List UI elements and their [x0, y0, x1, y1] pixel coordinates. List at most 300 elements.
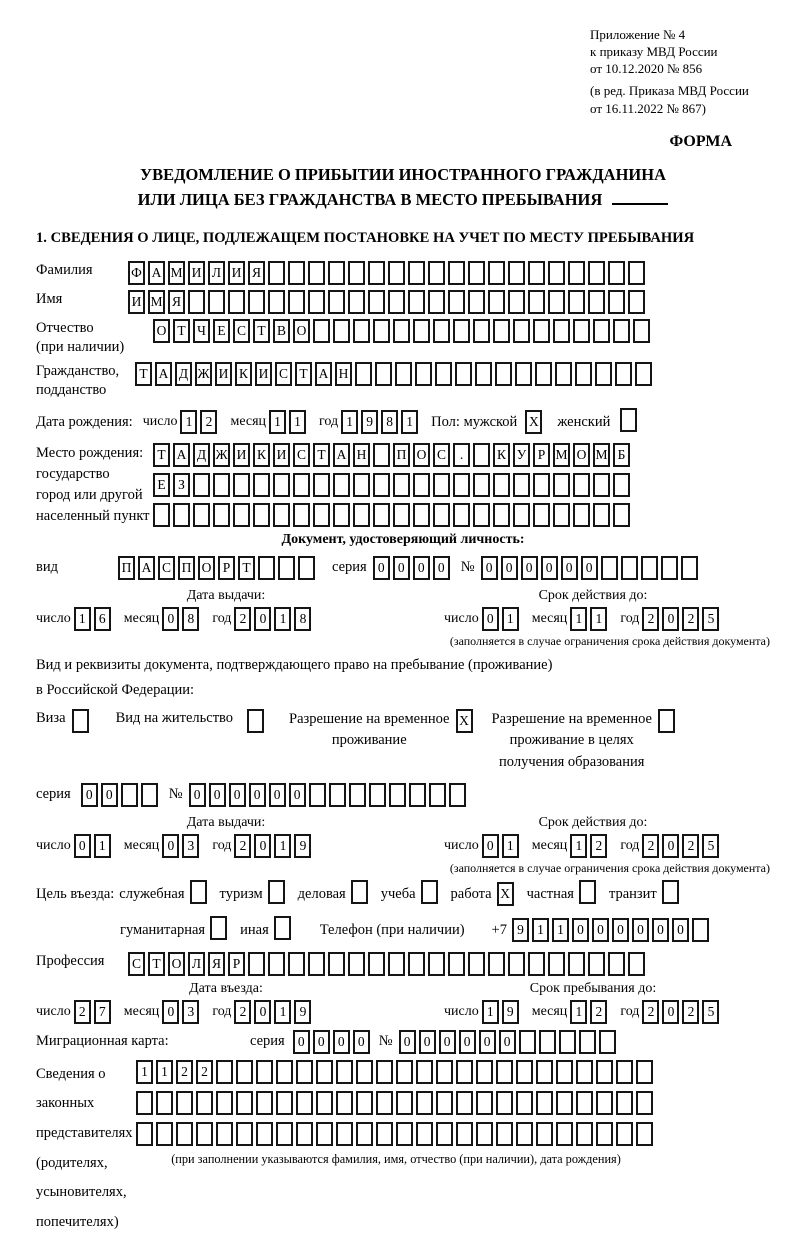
- char-cell[interactable]: [369, 783, 386, 807]
- char-cell[interactable]: Р: [533, 443, 550, 467]
- char-cell[interactable]: [268, 261, 285, 285]
- char-cell[interactable]: [396, 1060, 413, 1084]
- char-cell[interactable]: 1: [570, 1000, 587, 1024]
- char-cell[interactable]: [373, 443, 390, 467]
- char-cell[interactable]: 1: [269, 410, 286, 434]
- char-cell[interactable]: 1: [274, 607, 291, 631]
- char-cell[interactable]: 0: [459, 1030, 476, 1054]
- char-cell[interactable]: [568, 290, 585, 314]
- char-cell[interactable]: 1: [502, 607, 519, 631]
- checkbox-cell[interactable]: [579, 880, 596, 904]
- char-cell[interactable]: 0: [289, 783, 306, 807]
- char-cell[interactable]: [313, 473, 330, 497]
- checkbox-cell[interactable]: X: [456, 709, 473, 733]
- char-cell[interactable]: Р: [228, 952, 245, 976]
- char-cell[interactable]: Р: [218, 556, 235, 580]
- char-cell[interactable]: [593, 503, 610, 527]
- char-cell[interactable]: [456, 1122, 473, 1146]
- char-cell[interactable]: 0: [229, 783, 246, 807]
- char-cell[interactable]: [553, 503, 570, 527]
- char-cell[interactable]: [415, 362, 432, 386]
- char-cell[interactable]: [188, 290, 205, 314]
- male-checkbox[interactable]: [525, 410, 545, 434]
- char-cell[interactable]: 8: [381, 410, 398, 434]
- char-cell[interactable]: И: [188, 261, 205, 285]
- purpose-opt4-checkbox[interactable]: [421, 880, 441, 909]
- char-cell[interactable]: 1: [341, 410, 358, 434]
- char-cell[interactable]: [213, 503, 230, 527]
- char-cell[interactable]: 0: [313, 1030, 330, 1054]
- char-cell[interactable]: [293, 473, 310, 497]
- char-cell[interactable]: [616, 1091, 633, 1115]
- char-cell[interactable]: Л: [188, 952, 205, 976]
- checkbox-cell[interactable]: [274, 916, 291, 940]
- char-cell[interactable]: [356, 1091, 373, 1115]
- char-cell[interactable]: [595, 362, 612, 386]
- char-cell[interactable]: [636, 1122, 653, 1146]
- char-cell[interactable]: [376, 1060, 393, 1084]
- char-cell[interactable]: [493, 503, 510, 527]
- char-cell[interactable]: [413, 319, 430, 343]
- char-cell[interactable]: [608, 290, 625, 314]
- char-cell[interactable]: Ф: [128, 261, 145, 285]
- char-cell[interactable]: К: [235, 362, 252, 386]
- char-cell[interactable]: 0: [572, 918, 589, 942]
- checkbox-cell[interactable]: [247, 709, 264, 733]
- char-cell[interactable]: [615, 362, 632, 386]
- char-cell[interactable]: [309, 783, 326, 807]
- char-cell[interactable]: [288, 261, 305, 285]
- char-cell[interactable]: [296, 1060, 313, 1084]
- char-cell[interactable]: 0: [162, 607, 179, 631]
- char-cell[interactable]: 0: [439, 1030, 456, 1054]
- char-cell[interactable]: 0: [541, 556, 558, 580]
- char-cell[interactable]: С: [293, 443, 310, 467]
- char-cell[interactable]: 0: [632, 918, 649, 942]
- char-cell[interactable]: [513, 503, 530, 527]
- char-cell[interactable]: [568, 261, 585, 285]
- char-cell[interactable]: А: [173, 443, 190, 467]
- char-cell[interactable]: 0: [74, 834, 91, 858]
- char-cell[interactable]: [308, 290, 325, 314]
- char-cell[interactable]: [453, 319, 470, 343]
- char-cell[interactable]: [613, 319, 630, 343]
- char-cell[interactable]: [508, 952, 525, 976]
- char-cell[interactable]: [513, 319, 530, 343]
- char-cell[interactable]: [513, 473, 530, 497]
- char-cell[interactable]: [336, 1122, 353, 1146]
- char-cell[interactable]: У: [513, 443, 530, 467]
- char-cell[interactable]: [468, 290, 485, 314]
- char-cell[interactable]: [216, 1060, 233, 1084]
- char-cell[interactable]: [568, 952, 585, 976]
- char-cell[interactable]: [596, 1122, 613, 1146]
- char-cell[interactable]: [153, 503, 170, 527]
- char-cell[interactable]: [353, 319, 370, 343]
- char-cell[interactable]: 1: [502, 834, 519, 858]
- checkbox-cell[interactable]: [190, 880, 207, 904]
- char-cell[interactable]: [268, 952, 285, 976]
- char-cell[interactable]: [316, 1091, 333, 1115]
- char-cell[interactable]: [593, 319, 610, 343]
- char-cell[interactable]: Ж: [195, 362, 212, 386]
- char-cell[interactable]: [533, 503, 550, 527]
- char-cell[interactable]: З: [173, 473, 190, 497]
- char-cell[interactable]: 0: [209, 783, 226, 807]
- char-cell[interactable]: О: [198, 556, 215, 580]
- char-cell[interactable]: Т: [313, 443, 330, 467]
- char-cell[interactable]: [616, 1122, 633, 1146]
- char-cell[interactable]: [176, 1122, 193, 1146]
- char-cell[interactable]: [473, 319, 490, 343]
- char-cell[interactable]: [233, 503, 250, 527]
- char-cell[interactable]: [373, 473, 390, 497]
- char-cell[interactable]: Н: [353, 443, 370, 467]
- char-cell[interactable]: 1: [570, 834, 587, 858]
- char-cell[interactable]: [548, 261, 565, 285]
- purpose-opt6-checkbox[interactable]: [579, 880, 599, 909]
- purpose-opt1-checkbox[interactable]: [190, 880, 210, 909]
- char-cell[interactable]: [416, 1091, 433, 1115]
- char-cell[interactable]: [236, 1091, 253, 1115]
- char-cell[interactable]: [268, 290, 285, 314]
- purpose-opt7-checkbox[interactable]: [662, 880, 682, 909]
- char-cell[interactable]: [628, 952, 645, 976]
- char-cell[interactable]: [548, 290, 565, 314]
- char-cell[interactable]: [368, 290, 385, 314]
- char-cell[interactable]: [313, 503, 330, 527]
- char-cell[interactable]: [559, 1030, 576, 1054]
- char-cell[interactable]: 2: [642, 834, 659, 858]
- char-cell[interactable]: [556, 1060, 573, 1084]
- char-cell[interactable]: [528, 952, 545, 976]
- char-cell[interactable]: [348, 952, 365, 976]
- char-cell[interactable]: [681, 556, 698, 580]
- char-cell[interactable]: 6: [94, 607, 111, 631]
- char-cell[interactable]: [488, 290, 505, 314]
- char-cell[interactable]: [328, 290, 345, 314]
- purpose-opt9-checkbox[interactable]: [274, 916, 294, 945]
- char-cell[interactable]: [536, 1091, 553, 1115]
- char-cell[interactable]: П: [393, 443, 410, 467]
- char-cell[interactable]: [216, 1091, 233, 1115]
- char-cell[interactable]: 9: [294, 1000, 311, 1024]
- char-cell[interactable]: [349, 783, 366, 807]
- char-cell[interactable]: [396, 1122, 413, 1146]
- checkbox-cell[interactable]: [351, 880, 368, 904]
- char-cell[interactable]: 1: [136, 1060, 153, 1084]
- char-cell[interactable]: 0: [254, 607, 271, 631]
- char-cell[interactable]: А: [315, 362, 332, 386]
- char-cell[interactable]: [621, 556, 638, 580]
- char-cell[interactable]: [433, 319, 450, 343]
- char-cell[interactable]: [348, 290, 365, 314]
- char-cell[interactable]: [576, 1091, 593, 1115]
- char-cell[interactable]: [516, 1060, 533, 1084]
- char-cell[interactable]: [428, 290, 445, 314]
- char-cell[interactable]: [436, 1122, 453, 1146]
- char-cell[interactable]: [388, 261, 405, 285]
- checkbox-cell[interactable]: [421, 880, 438, 904]
- char-cell[interactable]: 0: [162, 1000, 179, 1024]
- char-cell[interactable]: [628, 290, 645, 314]
- char-cell[interactable]: [496, 1122, 513, 1146]
- char-cell[interactable]: [528, 290, 545, 314]
- char-cell[interactable]: 1: [482, 1000, 499, 1024]
- char-cell[interactable]: [236, 1122, 253, 1146]
- char-cell[interactable]: 2: [234, 1000, 251, 1024]
- char-cell[interactable]: [416, 1122, 433, 1146]
- char-cell[interactable]: [248, 952, 265, 976]
- char-cell[interactable]: 1: [94, 834, 111, 858]
- char-cell[interactable]: 2: [682, 834, 699, 858]
- char-cell[interactable]: [435, 362, 452, 386]
- char-cell[interactable]: [496, 1091, 513, 1115]
- char-cell[interactable]: [258, 556, 275, 580]
- char-cell[interactable]: С: [158, 556, 175, 580]
- char-cell[interactable]: М: [553, 443, 570, 467]
- char-cell[interactable]: [473, 503, 490, 527]
- char-cell[interactable]: [408, 261, 425, 285]
- char-cell[interactable]: 2: [682, 607, 699, 631]
- char-cell[interactable]: [355, 362, 372, 386]
- char-cell[interactable]: [389, 783, 406, 807]
- char-cell[interactable]: [213, 473, 230, 497]
- char-cell[interactable]: О: [293, 319, 310, 343]
- char-cell[interactable]: [556, 1091, 573, 1115]
- char-cell[interactable]: [588, 952, 605, 976]
- char-cell[interactable]: [508, 290, 525, 314]
- char-cell[interactable]: [208, 290, 225, 314]
- char-cell[interactable]: [516, 1122, 533, 1146]
- char-cell[interactable]: [613, 503, 630, 527]
- char-cell[interactable]: [313, 319, 330, 343]
- char-cell[interactable]: 0: [662, 607, 679, 631]
- purpose-opt2-checkbox[interactable]: [268, 880, 288, 909]
- char-cell[interactable]: [468, 952, 485, 976]
- char-cell[interactable]: [428, 952, 445, 976]
- char-cell[interactable]: [613, 473, 630, 497]
- char-cell[interactable]: 3: [182, 834, 199, 858]
- char-cell[interactable]: 2: [590, 1000, 607, 1024]
- char-cell[interactable]: [453, 503, 470, 527]
- char-cell[interactable]: Т: [135, 362, 152, 386]
- char-cell[interactable]: [196, 1122, 213, 1146]
- char-cell[interactable]: [136, 1122, 153, 1146]
- edu-permit-checkbox[interactable]: [658, 709, 678, 738]
- char-cell[interactable]: [328, 261, 345, 285]
- char-cell[interactable]: К: [493, 443, 510, 467]
- char-cell[interactable]: [636, 1060, 653, 1084]
- char-cell[interactable]: 1: [289, 410, 306, 434]
- char-cell[interactable]: М: [168, 261, 185, 285]
- char-cell[interactable]: 0: [662, 834, 679, 858]
- char-cell[interactable]: [393, 473, 410, 497]
- char-cell[interactable]: Т: [173, 319, 190, 343]
- char-cell[interactable]: Я: [248, 261, 265, 285]
- char-cell[interactable]: [413, 503, 430, 527]
- purpose-opt3-checkbox[interactable]: [351, 880, 371, 909]
- char-cell[interactable]: [308, 261, 325, 285]
- char-cell[interactable]: 0: [189, 783, 206, 807]
- char-cell[interactable]: [468, 261, 485, 285]
- char-cell[interactable]: 0: [399, 1030, 416, 1054]
- char-cell[interactable]: [256, 1091, 273, 1115]
- char-cell[interactable]: [228, 290, 245, 314]
- char-cell[interactable]: [396, 1091, 413, 1115]
- char-cell[interactable]: [488, 261, 505, 285]
- char-cell[interactable]: 0: [269, 783, 286, 807]
- char-cell[interactable]: [473, 443, 490, 467]
- char-cell[interactable]: [576, 1060, 593, 1084]
- char-cell[interactable]: [476, 1060, 493, 1084]
- char-cell[interactable]: [368, 261, 385, 285]
- char-cell[interactable]: 8: [182, 607, 199, 631]
- char-cell[interactable]: 8: [294, 607, 311, 631]
- char-cell[interactable]: Я: [208, 952, 225, 976]
- char-cell[interactable]: [536, 1122, 553, 1146]
- char-cell[interactable]: 0: [521, 556, 538, 580]
- female-checkbox[interactable]: [620, 408, 640, 437]
- char-cell[interactable]: 0: [419, 1030, 436, 1054]
- char-cell[interactable]: [121, 783, 138, 807]
- char-cell[interactable]: [556, 1122, 573, 1146]
- char-cell[interactable]: [436, 1091, 453, 1115]
- char-cell[interactable]: [408, 952, 425, 976]
- char-cell[interactable]: А: [333, 443, 350, 467]
- char-cell[interactable]: [628, 261, 645, 285]
- char-cell[interactable]: Т: [253, 319, 270, 343]
- char-cell[interactable]: [376, 1122, 393, 1146]
- char-cell[interactable]: [356, 1122, 373, 1146]
- checkbox-cell[interactable]: X: [497, 882, 514, 906]
- checkbox-cell[interactable]: [72, 709, 89, 733]
- char-cell[interactable]: [156, 1091, 173, 1115]
- char-cell[interactable]: [356, 1060, 373, 1084]
- char-cell[interactable]: [216, 1122, 233, 1146]
- char-cell[interactable]: 0: [672, 918, 689, 942]
- char-cell[interactable]: [455, 362, 472, 386]
- char-cell[interactable]: [248, 290, 265, 314]
- char-cell[interactable]: А: [138, 556, 155, 580]
- char-cell[interactable]: [579, 1030, 596, 1054]
- checkbox-cell[interactable]: [210, 916, 227, 940]
- char-cell[interactable]: 0: [501, 556, 518, 580]
- char-cell[interactable]: [293, 503, 310, 527]
- char-cell[interactable]: Ж: [213, 443, 230, 467]
- char-cell[interactable]: [393, 503, 410, 527]
- char-cell[interactable]: [508, 261, 525, 285]
- residence-permit-checkbox[interactable]: [247, 709, 267, 738]
- char-cell[interactable]: 9: [502, 1000, 519, 1024]
- char-cell[interactable]: 9: [361, 410, 378, 434]
- char-cell[interactable]: [475, 362, 492, 386]
- char-cell[interactable]: [433, 503, 450, 527]
- char-cell[interactable]: [515, 362, 532, 386]
- char-cell[interactable]: [173, 503, 190, 527]
- char-cell[interactable]: [316, 1122, 333, 1146]
- char-cell[interactable]: 0: [254, 834, 271, 858]
- char-cell[interactable]: 1: [552, 918, 569, 942]
- char-cell[interactable]: С: [433, 443, 450, 467]
- char-cell[interactable]: [535, 362, 552, 386]
- char-cell[interactable]: [193, 473, 210, 497]
- char-cell[interactable]: 2: [642, 1000, 659, 1024]
- char-cell[interactable]: Т: [148, 952, 165, 976]
- char-cell[interactable]: [453, 473, 470, 497]
- char-cell[interactable]: 1: [401, 410, 418, 434]
- char-cell[interactable]: П: [118, 556, 135, 580]
- char-cell[interactable]: [433, 473, 450, 497]
- char-cell[interactable]: [601, 556, 618, 580]
- char-cell[interactable]: [376, 1091, 393, 1115]
- char-cell[interactable]: 0: [482, 834, 499, 858]
- char-cell[interactable]: [353, 503, 370, 527]
- checkbox-cell[interactable]: [658, 709, 675, 733]
- char-cell[interactable]: [533, 473, 550, 497]
- char-cell[interactable]: [588, 261, 605, 285]
- char-cell[interactable]: Ч: [193, 319, 210, 343]
- char-cell[interactable]: [256, 1060, 273, 1084]
- char-cell[interactable]: 1: [274, 834, 291, 858]
- char-cell[interactable]: [176, 1091, 193, 1115]
- char-cell[interactable]: [256, 1122, 273, 1146]
- char-cell[interactable]: [409, 783, 426, 807]
- char-cell[interactable]: [608, 952, 625, 976]
- char-cell[interactable]: 1: [180, 410, 197, 434]
- char-cell[interactable]: [353, 473, 370, 497]
- checkbox-cell[interactable]: [620, 408, 637, 432]
- char-cell[interactable]: 2: [642, 607, 659, 631]
- char-cell[interactable]: 0: [662, 1000, 679, 1024]
- char-cell[interactable]: И: [128, 290, 145, 314]
- char-cell[interactable]: [661, 556, 678, 580]
- char-cell[interactable]: Н: [335, 362, 352, 386]
- char-cell[interactable]: [576, 1122, 593, 1146]
- char-cell[interactable]: [616, 1060, 633, 1084]
- char-cell[interactable]: [473, 473, 490, 497]
- char-cell[interactable]: Т: [153, 443, 170, 467]
- char-cell[interactable]: Д: [193, 443, 210, 467]
- char-cell[interactable]: [276, 1060, 293, 1084]
- char-cell[interactable]: [368, 952, 385, 976]
- char-cell[interactable]: [596, 1060, 613, 1084]
- char-cell[interactable]: [395, 362, 412, 386]
- char-cell[interactable]: [141, 783, 158, 807]
- char-cell[interactable]: О: [153, 319, 170, 343]
- char-cell[interactable]: [236, 1060, 253, 1084]
- char-cell[interactable]: 0: [482, 607, 499, 631]
- char-cell[interactable]: [493, 319, 510, 343]
- char-cell[interactable]: Я: [168, 290, 185, 314]
- char-cell[interactable]: О: [413, 443, 430, 467]
- char-cell[interactable]: 0: [101, 783, 118, 807]
- char-cell[interactable]: [233, 473, 250, 497]
- char-cell[interactable]: [495, 362, 512, 386]
- char-cell[interactable]: [456, 1060, 473, 1084]
- purpose-opt5-checkbox[interactable]: [497, 882, 517, 906]
- char-cell[interactable]: [599, 1030, 616, 1054]
- char-cell[interactable]: [253, 503, 270, 527]
- char-cell[interactable]: [539, 1030, 556, 1054]
- char-cell[interactable]: [408, 290, 425, 314]
- char-cell[interactable]: 1: [532, 918, 549, 942]
- char-cell[interactable]: [308, 952, 325, 976]
- char-cell[interactable]: 1: [156, 1060, 173, 1084]
- temp-permit-checkbox[interactable]: [456, 709, 476, 733]
- char-cell[interactable]: [273, 503, 290, 527]
- char-cell[interactable]: 2: [200, 410, 217, 434]
